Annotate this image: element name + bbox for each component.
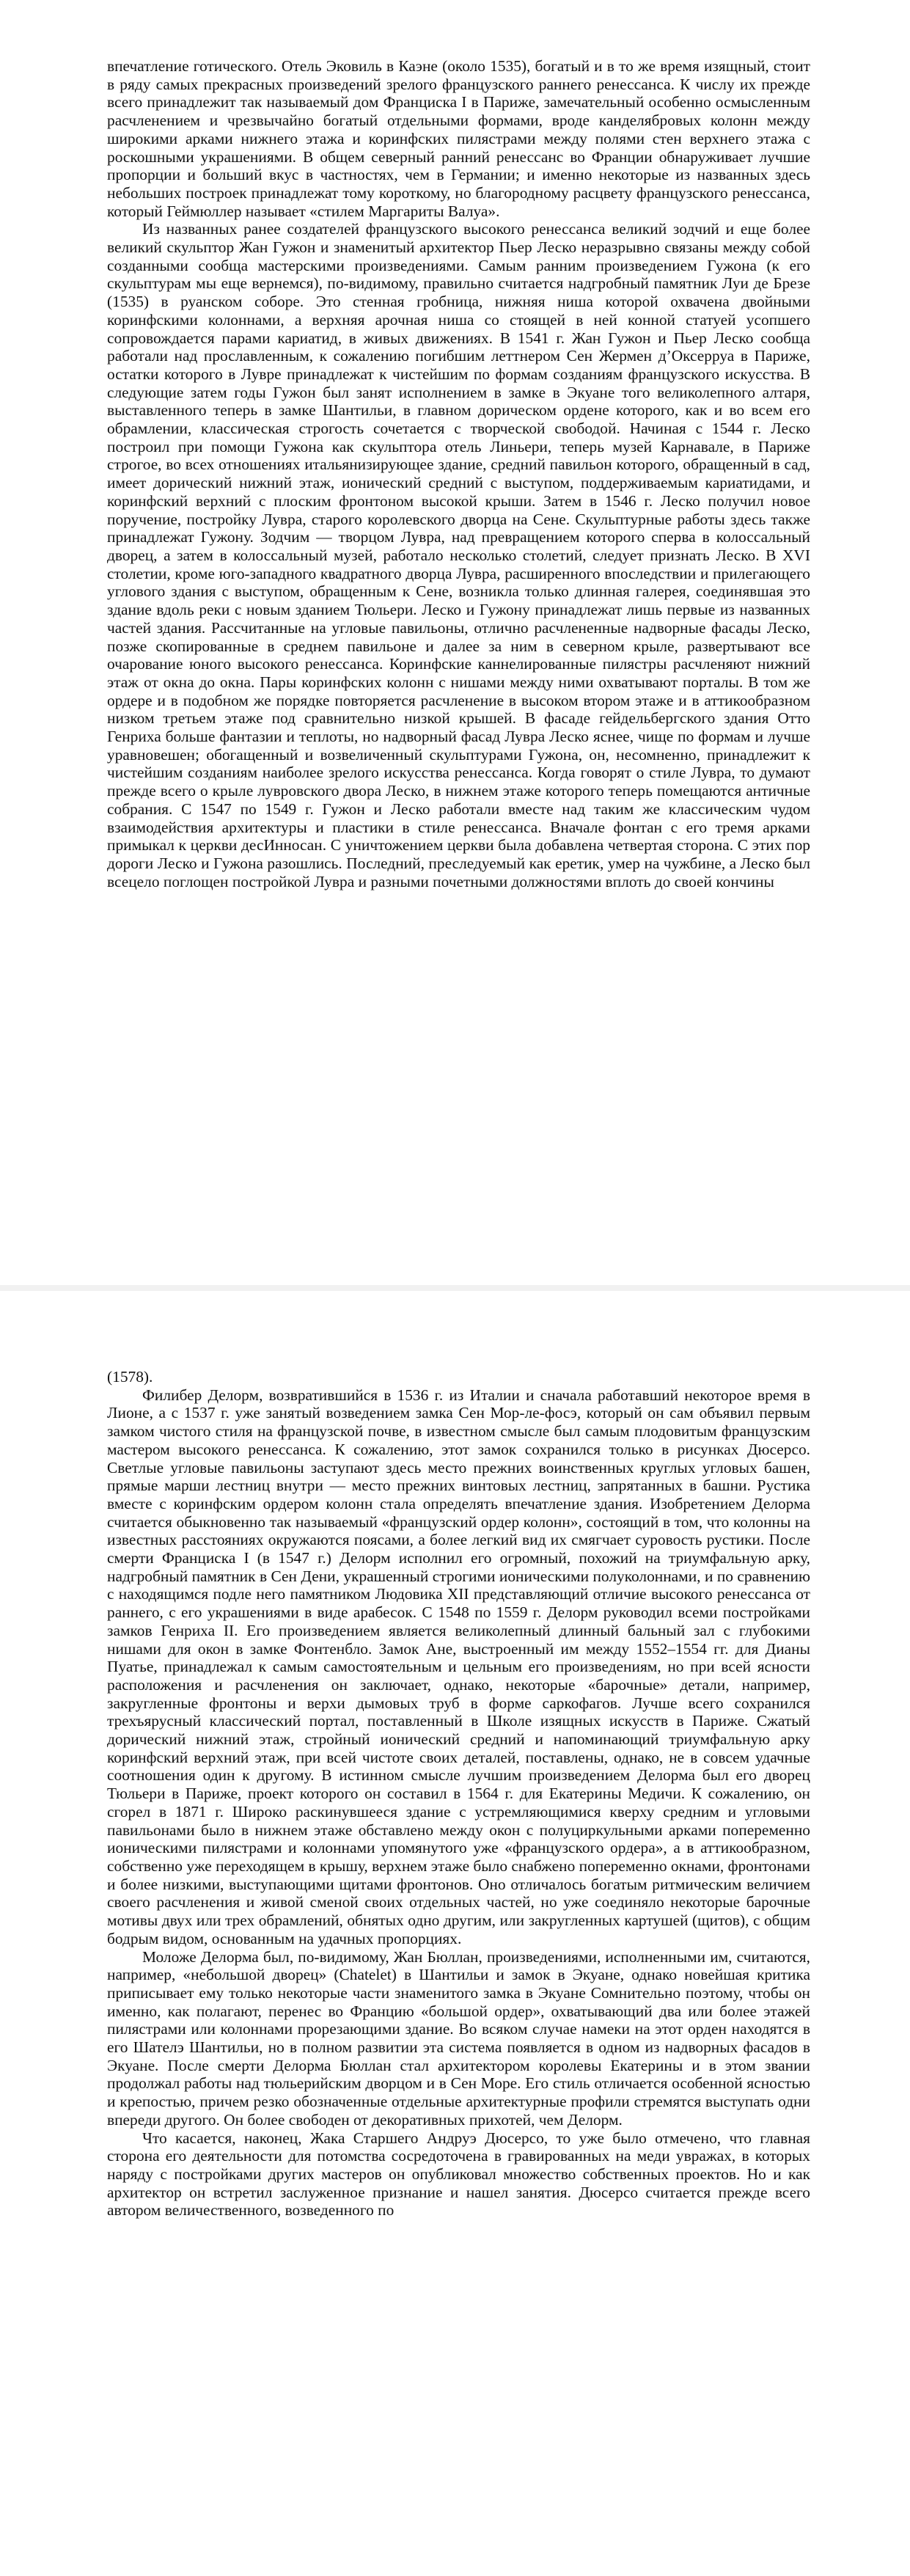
paragraph: Из названных ранее создателей французского высокого ренессанса великий зодчий и еще более великий скульптор Жан Гужон и знаменитый архитектор Пьер Леско неразрывно связаны между собой созданными сообща мастерскими произведениями. Самым ранним произведением Гужона (к его скульптурам мы еще вернемся), по-видимому, правильно считается надгробный памятник Луи де Брезе (1535) в руанском соборе. Это стенная гробница, нижняя ниша которой охвачена двойными коринфскими колоннами, а верхняя арочная ниша со стоящей в ней конной статуей усопшего сопровождается парами кариатид, в живых движениях. В 1541 г. Жан Гужон и Пьер Леско сообща работали над прославленным, к сожалению погибшим леттнером Сен Жермен д’Оксерруа в Париже, остатки которого в Лувре принадлежат к чистейшим по формам созданиям французского искусства. В следующие затем годы Гужон был занят исполнением в замке в Экуане того великолепного алтаря, выставленного теперь в замке Шантильи, в главном дорическом ордене которого, как и во всем его обрамлении, классическая строгость сочетается с творческой свободой. Начиная с 1544 г. Леско построил при помощи Гужона как скульптора отель Линьери, теперь музей Карнавале, в Париже строгое, во всех отношениях итальянизирующее здание, средний павильон которого, обращенный в сад, имеет дорический нижний этаж, ионический средний с выступом, поддерживаемым кариатидами, и коринфский верхний с плоским фронтоном высокой крыши. Затем в 1546 г. Леско получил новое поручение, постройку Лувра, старого королевского дворца на Сене. Скульптурные работы здесь также принадлежат Гужону. Зодчим — творцом Лувра, над превращением которого сперва в колоссальный дворец, а затем в колоссальный музей, работало несколько столетий, следует признать Леско. В XVI столетии, кроме юго-западного квадратного дворца Лувра, расширенного впоследствии и прилегающего углового здания с выступом, обращенным к Сене, возникла только длинная галерея, соединявшая это здание вдоль реки с новым зданием Тюльери. Леско и Гужону принадлежат лишь первые из названных частей здания. Рассчитанные на угловые павильоны, отлично расчлененные надворные фасады Леско, позже скопированные в среднем павильоне и далее за ним в северном крыле, развертывают все очарование юного высокого ренессанса. Коринфские каннелированные пилястры расчленяют нижний этаж от окна до окна. Пары коринфских колонн с нишами между ними охватывают порталы. В том же ордере и в подобном же порядке повторяется расчленение в высоком втором этаже и в аттикообразном низком третьем этаже под сравнительно низкой крышей. В фасаде гейдельбергского здания Отто Генриха больше фантазии и теплоты, но надворный фасад Лувра Леско яснее, чище по формам и лучше уравновешен; обогащенный и возвеличенный скульптурами Гужона, он, несомненно, принадлежит к чистейшим созданиям наиболее зрелого искусства ренессанса. Когда говорят о стиле Лувра, то думают прежде всего о крыле лувровского двора Леско, в нижнем этаже которого теперь помещаются античные собрания. С 1547 по 1549 г. Гужон и Леско работали вместе над таким же классическим чудом взаимодействия архитектуры и пластики в стиле ренессанса. Вначале фонтан с его тремя арками примыкал к церкви десИнносан. С уничтожением церкви была добавлена четвертая сторона. С этих пор дороги Леско и Гужона разошлись. Последний, преследуемый как еретик, умер на чужбине, а Леско был всецело поглощен постройкой Лувра и разными почетными должностями вплоть до своей кончины xyxy=(107,220,810,890)
page-1 xyxy=(0,0,910,1285)
paragraph: впечатление готического. Отель Эковиль в Каэне (около 1535), богатый и в то же время изящный, стоит в ряду самых прекрасных произведений зрелого французского раннего ренессанса. К числу их прежде всего принадлежит так называемый дом Франциска I в Париже, замечательный особенно осмысленным расчленением и чрезвычайно богатый отдельными формами, вроде канделябровых колонн между широкими арками нижнего этажа и коринфских пилястрами между полями стен верхнего этажа с роскошными украшениями. В общем северный ранний ренессанс во Франции обнаруживает лучшие пропорции и больший вкус в частностях, чем в Германии; и именно некоторые из названных здесь небольших построек принадлежат тому короткому, но благородному расцвету французского ренессанса, который Геймюллер называет «стилем Маргариты Валуа». xyxy=(107,57,810,220)
page-2 xyxy=(0,1291,910,2576)
paragraph: Что касается, наконец, Жака Старшего Андруэ Дюсерсо, то уже было отмечено, что главная сторона его деятельности для потомства сосредоточена в гравированных на меди увражах, в которых наряду с постройками других мастеров он опубликовал множество собственных проектов. Но и как архитектор он встретил заслуженное признание и нашел занятия. Дюсерсо считается прежде всего автором величественного, возведенного по xyxy=(107,2129,810,2220)
paragraph: (1578). xyxy=(107,1368,153,1386)
paragraph: Филибер Делорм, возвратившийся в 1536 г. из Италии и сначала работавший некоторое время в Лионе, а с 1537 г. уже занятый возведением замка Сен Мор-ле-фосэ, который он сам объявил первым замком чистого стиля на французской почве, в известном смысле был самым плодовитым французским мастером высокого ренессанса. К сожалению, этот замок сохранился только в рисунках Дюсерсо. Светлые угловые павильоны заступают здесь место прежних воинственных круглых угловых башен, прямые марши лестниц внутри — место прежних винтовых лестниц, запрятанных в башни. Рустика вместе с коринфским ордером колонн стала определять впечатление здания. Изобретением Делорма считается обыкновенно так называемый «французский ордер колонн», состоящий в том, что колонны на известных расстояниях окружаются поясами, а более легкий вид их смягчает суровость рустики. После смерти Франциска I (в 1547 г.) Делорм исполнил его огромный, похожий на триумфальную арку, надгробный памятник в Сен Дени, украшенный строгими ионическими полуколоннами, и по сравнению с находящимся подле него памятником Людовика XII представляющий отличие высокого ренессанса от раннего, с его украшениями в виде арабесок. С 1548 по 1559 г. Делорм руководил всеми постройками замков Генриха II. Его произведением является великолепный длинный бальный зал с глубокими нишами для окон в замке Фонтенбло. Замок Ане, выстроенный им между 1552–1554 гг. для Дианы Пуатье, принадлежал к самым самостоятельным и цельным его произведениям, но при всей ясности расположения и расчленения он заключает, однако, некоторые «барочные» детали, например, закругленные фронтоны и верхи дымовых труб в форме саркофагов. Лучше всего сохранился трехъярусный классический портал, поставленный в Школе изящных искусств в Париже. Сжатый дорический нижний этаж, стройный ионический средний и напоминающий триумфальную арку коринфский верхний этаж, при всей чистоте своих деталей, поставлены, однако, не в совсем удачные соотношения один к другому. В истинном смысле лучшим произведением Делорма был его дворец Тюльери в Париже, проект которого он составил в 1564 г. для Екатерины Медичи. К сожалению, он сгорел в 1871 г. Широко раскинувшееся здание с устремляющимися кверху средним и угловыми павильонами было в нижнем этаже обставлено между окон с полуциркульными арками попеременно ионическими пилястрами и колоннами упомянутого уже «французского ордера», а в аттикообразном, собственно уже переходящем в крышу, верхнем этаже было снабжено попеременно окнами, фронтонами и более низкими, выступающими щитами фронтонов. Оно отличалось богатым ритмическим величием своего расчленения и живой сменой своих отдельных частей, но уже соединяло некоторые барочные мотивы двух или трех обрамлений, обнятых одно другим, или закругленных картушей (щитов), с общим бодрым видом, основанным на удачных пропорциях. xyxy=(107,1386,810,1947)
paragraph: Моложе Делорма был, по-видимому, Жан Бюллан, произведениями, исполненными им, считаются, например, «небольшой дворец» (Chatelet) в Шантильи и замок в Экуане, однако новейшая критика приписывает ему только некоторые части знаменитого замка в Экуане Сомнительно поэтому, чтобы он именно, как полагают, перенес во Францию «большой ордер», охватывающий два или более этажей пилястрами или колоннами прорезающими здание. Во всяком случае намеки на этот орден находятся в его Шателэ Шантильи, но в полном развитии эта система появляется в одном из надворных фасадов в Экуане. После смерти Делорма Бюллан стал архитектором королевы Екатерины и в этом звании продолжал работы над тюльерийским дворцом и в Сен Море. Его стиль отличается особенной ясностью и крепостью, причем резко обозначенные отдельные архитектурные профили стремятся выступать одни впереди другого. Он более свободен от декоративных прихотей, чем Делорм. xyxy=(107,1947,810,2129)
